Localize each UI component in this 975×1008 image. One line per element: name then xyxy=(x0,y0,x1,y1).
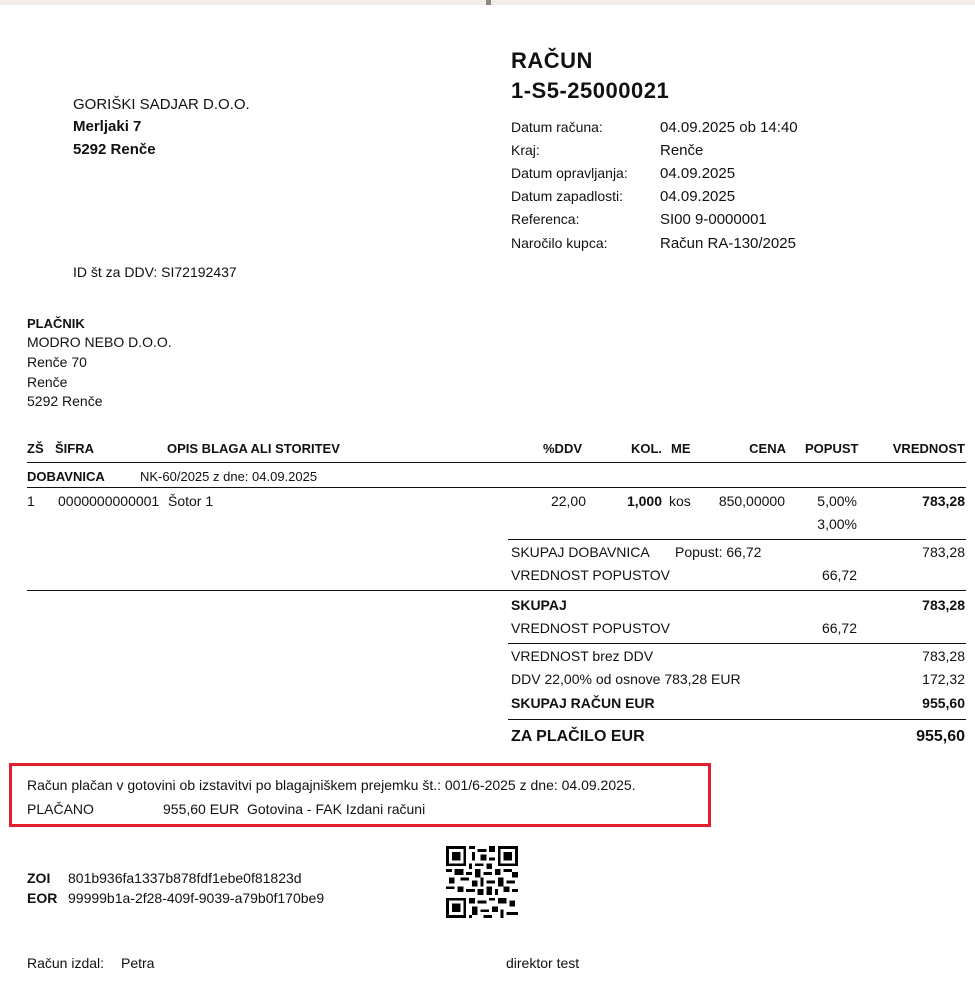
cell-sifra: 0000000000001 xyxy=(58,493,160,509)
col-header-vrednost: VREDNOST xyxy=(892,441,965,456)
invoice-total-value: 955,60 xyxy=(922,695,965,711)
invoice-number: 1-S5-25000021 xyxy=(511,78,670,103)
payment-note-text: Račun plačan v gotovini ob izstavitvi po blagajniškem prejemku št.: 001/6-2025 z dne: 04.09.2025. xyxy=(27,777,636,793)
discounts-label: VREDNOST POPUSTOV xyxy=(511,567,670,583)
eor-label: EOR xyxy=(27,890,58,906)
payer-place: Renče xyxy=(27,374,68,390)
group-divider xyxy=(27,487,966,488)
seller-city: 5292 Renče xyxy=(73,141,156,158)
cell-popust-1: 5,00% xyxy=(817,493,857,509)
cell-popust-2: 3,00% xyxy=(817,516,857,532)
group-ref: NK-60/2025 z dne: 04.09.2025 xyxy=(140,469,318,484)
cell-me: kos xyxy=(669,493,691,509)
seller-name: GORIŠKI SADJAR D.O.O. xyxy=(73,96,250,113)
vat-label: DDV 22,00% od osnove 783,28 EUR xyxy=(511,671,741,687)
cell-vrednost: 783,28 xyxy=(922,493,965,509)
payable-divider xyxy=(508,719,966,720)
detail-label: Datum zapadlosti: xyxy=(511,188,624,204)
net-amount-value: 783,28 xyxy=(922,648,965,664)
discounts-total-value: 66,72 xyxy=(821,620,857,636)
window-handle[interactable] xyxy=(486,0,491,5)
group-label: DOBAVNICA xyxy=(27,469,105,484)
payer-street: Renče 70 xyxy=(27,354,87,370)
issued-by-name: Petra xyxy=(121,955,155,971)
qr-code-icon xyxy=(446,846,518,918)
total-label: SKUPAJ xyxy=(511,597,567,613)
cell-kol: 1,000 xyxy=(626,493,662,509)
seller-vat-id: ID št za DDV: SI72192437 xyxy=(73,264,237,280)
subtotal-discount-label: Popust: 66,72 xyxy=(675,544,762,560)
cell-cena: 850,00000 xyxy=(718,493,785,509)
col-header-kol: KOL. xyxy=(630,441,662,456)
col-header-sifra: ŠIFRA xyxy=(55,441,94,456)
discounts-value: 66,72 xyxy=(821,567,857,583)
zoi-label: ZOI xyxy=(27,870,51,886)
discounts-total-label: VREDNOST POPUSTOV xyxy=(511,620,670,636)
col-header-ddv: %DDV xyxy=(543,441,583,456)
eor-value: 99999b1a-2f28-409f-9039-a79b0f170be9 xyxy=(68,890,325,906)
detail-label: Datum računa: xyxy=(511,119,603,135)
detail-value: Renče xyxy=(660,142,704,159)
paid-amount: 955,60 EUR xyxy=(163,801,240,817)
cell-ddv: 22,00 xyxy=(550,493,586,509)
paid-label: PLAČANO xyxy=(27,801,94,817)
detail-value: Račun RA-130/2025 xyxy=(660,235,796,252)
total-divider xyxy=(27,590,966,591)
vat-value: 172,32 xyxy=(922,671,965,687)
subtotal-delivery-value: 783,28 xyxy=(922,544,965,560)
invoice-title: RAČUN xyxy=(511,48,593,73)
detail-label: Naročilo kupca: xyxy=(511,235,608,251)
payer-heading: PLAČNIK xyxy=(27,316,85,331)
cell-zs: 1 xyxy=(27,493,35,509)
detail-label: Kraj: xyxy=(511,142,540,158)
detail-value: 04.09.2025 ob 14:40 xyxy=(660,119,798,136)
seller-street: Merljaki 7 xyxy=(73,118,142,135)
detail-value: SI00 9-0000001 xyxy=(660,211,767,228)
col-header-popust: POPUST xyxy=(805,441,859,456)
detail-label: Datum opravljanja: xyxy=(511,165,628,181)
paid-method: Gotovina - FAK Izdani računi xyxy=(247,801,426,817)
zoi-value: 801b936fa1337b878fdf1ebe0f81823d xyxy=(68,870,302,886)
issued-by-label: Račun izdal: xyxy=(27,955,105,971)
amount-due-label: ZA PLAČILO EUR xyxy=(511,728,645,745)
vat-divider xyxy=(508,643,966,644)
amount-due-value: 955,60 xyxy=(916,728,965,745)
detail-label: Referenca: xyxy=(511,211,580,227)
col-header-me: ME xyxy=(671,441,691,456)
col-header-opis: OPIS BLAGA ALI STORITEV xyxy=(167,441,340,456)
payer-name: MODRO NEBO D.O.O. xyxy=(27,334,172,350)
payment-note-highlight xyxy=(9,763,711,827)
net-amount-label: VREDNOST brez DDV xyxy=(511,648,654,664)
col-header-cena: CENA xyxy=(749,441,786,456)
invoice-total-label: SKUPAJ RAČUN EUR xyxy=(511,695,655,711)
detail-value: 04.09.2025 xyxy=(660,165,736,182)
col-header-zs: ZŠ xyxy=(27,441,44,456)
cell-opis: Šotor 1 xyxy=(168,493,214,509)
payer-city: 5292 Renče xyxy=(27,393,103,409)
header-divider xyxy=(27,462,966,463)
detail-value: 04.09.2025 xyxy=(660,188,736,205)
director-signature: direktor test xyxy=(506,955,580,971)
subtotal-divider xyxy=(508,539,966,540)
subtotal-delivery-label: SKUPAJ DOBAVNICA xyxy=(511,544,650,560)
total-value: 783,28 xyxy=(922,597,965,613)
